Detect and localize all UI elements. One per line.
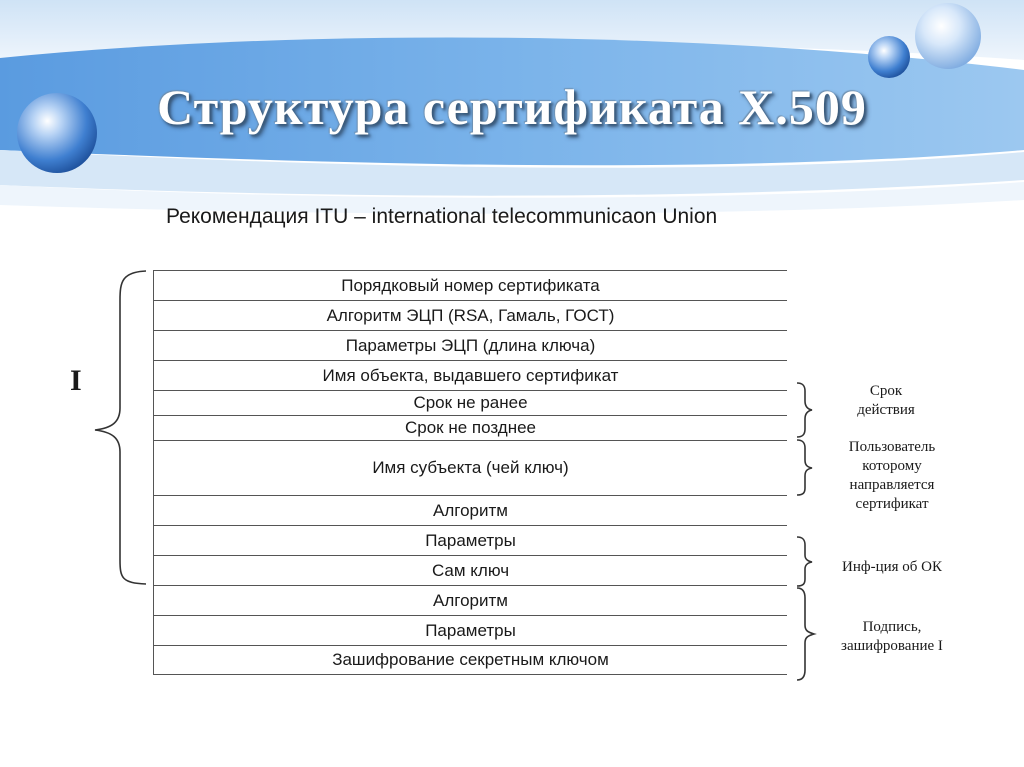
sphere-small-decoration xyxy=(868,36,910,78)
brace-ca-info xyxy=(797,537,812,586)
table-row: Алгоритм xyxy=(154,495,787,525)
ca-info-note: Инф-ция об ОК xyxy=(842,559,942,575)
table-row: Сам ключ xyxy=(154,555,787,585)
table-row: Параметры xyxy=(154,525,787,555)
brace-user xyxy=(797,440,812,495)
table-row: Параметры xyxy=(154,615,787,645)
left-brace xyxy=(95,271,146,584)
sphere-right-decoration xyxy=(915,3,981,69)
user-note: Пользователь которому направляется сертификат xyxy=(848,439,936,512)
slide-title: Структура сертификата X.509 xyxy=(157,79,867,135)
group-label-i: I xyxy=(70,364,82,397)
table-row: Имя субъекта (чей ключ) xyxy=(154,440,787,495)
table-row: Алгоритм xyxy=(154,585,787,615)
table-row: Срок не ранее xyxy=(154,390,787,415)
table-row: Алгоритм ЭЦП (RSA, Гамаль, ГОСТ) xyxy=(154,300,787,330)
table-row: Параметры ЭЦП (длина ключа) xyxy=(154,330,787,360)
table-row: Зашифрование секретным ключом xyxy=(154,645,787,675)
slide-subtitle: Рекомендация ITU – international telecommunicaon Union xyxy=(166,205,718,228)
certificate-structure-table xyxy=(153,270,787,675)
table-row: Срок не позднее xyxy=(154,415,787,440)
table-row: Имя объекта, выдавшего сертификат xyxy=(154,360,787,390)
table-row: Порядковый номер сертификата xyxy=(154,270,787,300)
brace-validity xyxy=(797,383,812,437)
signature-note: Подпись, зашифрование I xyxy=(841,619,943,654)
validity-note: Срок действия xyxy=(857,383,915,418)
brace-signature xyxy=(797,588,814,680)
